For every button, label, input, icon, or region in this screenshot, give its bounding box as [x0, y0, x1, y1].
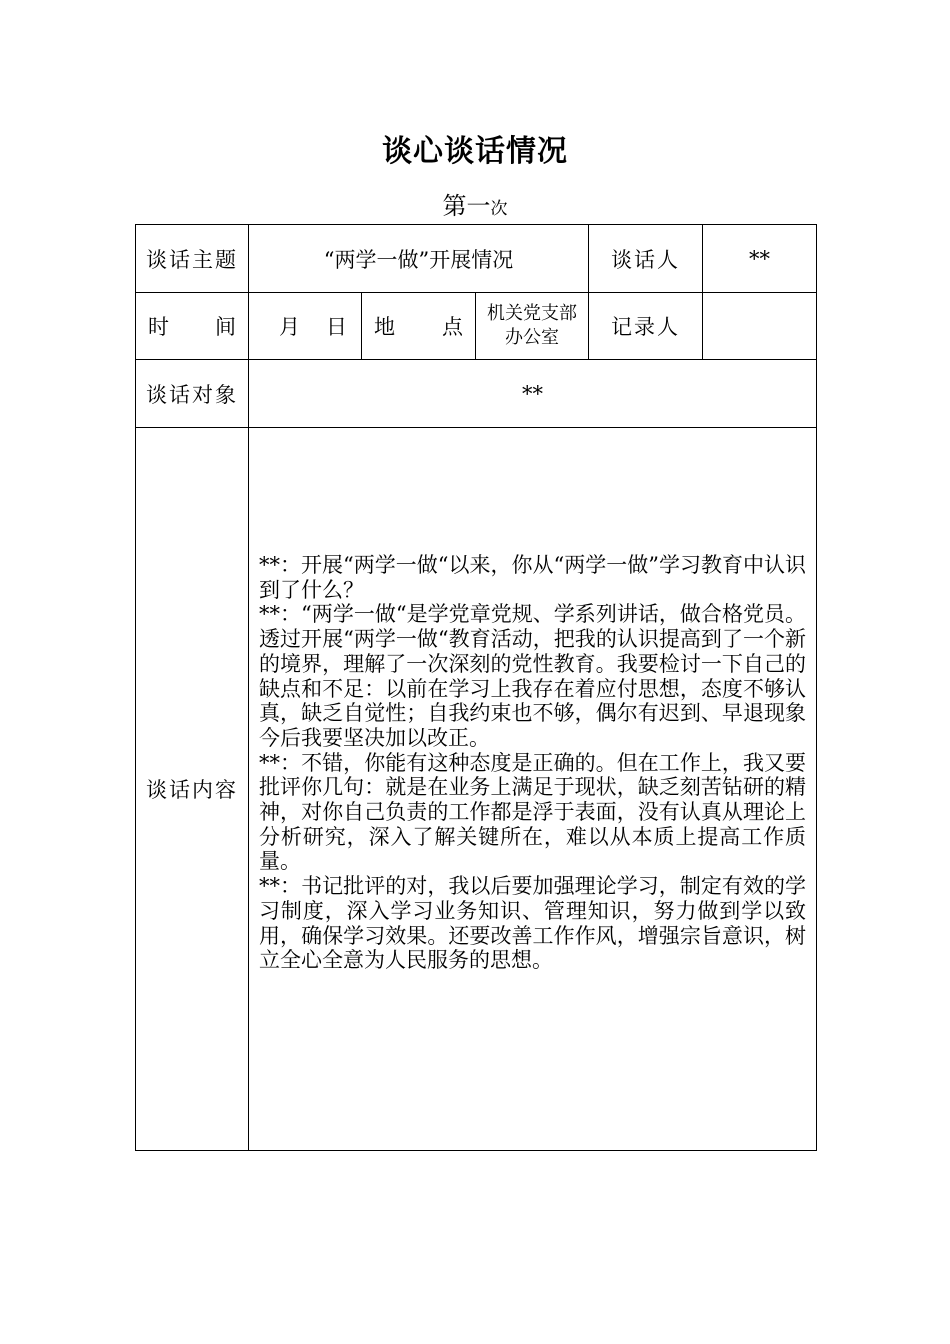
recorder-label: 记录人 [589, 293, 703, 360]
content-paragraph: **：不错，你能有这种态度是正确的。但在工作上，我又要批评你几句：就是在业务上满足于现状，缺乏刻苦钻研的精神，对你自己负责的工作都是浮于表面，没有认真从理论上分析研究，深入了解关键所在，难以从本质上提高工作质量。 [259, 750, 807, 874]
place-label-char-1: 地 [374, 315, 395, 339]
topic-label: 谈话主题 [136, 225, 249, 293]
recorder-value [703, 293, 817, 360]
target-row [136, 360, 817, 428]
target-label: 谈话对象 [136, 360, 249, 428]
place-label-char-2: 点 [442, 315, 463, 339]
time-place-row [136, 293, 817, 360]
content-paragraph: **：书记批评的对，我以后要加强理论学习，制定有效的学习制度，深入学习业务知识、管理知识，努力做到学以致用，确保学习效果。还要改善工作作风，增强宗旨意识，树立全心全意为人民服务的思想。 [259, 874, 807, 973]
place-value-line-2: 办公室 [505, 327, 560, 348]
month-label: 月 [279, 315, 300, 339]
time-label-char-2: 间 [215, 315, 236, 339]
talk-record-table [135, 224, 817, 1151]
place-value-line-1: 机关党支部 [487, 303, 578, 324]
topic-row [136, 225, 817, 293]
time-label-char-1: 时 [148, 315, 169, 339]
day-label: 日 [326, 315, 347, 339]
place-label [362, 293, 476, 360]
content-cell [249, 428, 817, 1151]
place-value [476, 293, 589, 360]
conversation-content [259, 553, 806, 973]
time-label [136, 293, 249, 360]
page-title: 谈心谈话情况 [382, 134, 568, 169]
content-row [136, 428, 817, 1151]
topic-value: “两学一做”开展情况 [249, 225, 589, 293]
target-value: ** [249, 360, 817, 428]
session-ordinal: 第一 [442, 192, 491, 220]
content-label: 谈话内容 [136, 428, 249, 1151]
session-unit: 次 [490, 199, 508, 219]
content-paragraph: **：“两学一做“是学党章党规、学系列讲话，做合格党员。透过开展“两学一做“教育活动，把我的认识提高到了一个新的境界，理解了一次深刻的党性教育。我要检讨一下自己的缺点和不足：以前在学习上我存在着应付思想，态度不够认真，缺乏自觉性；自我约束也不够，偶尔有迟到、早退现象今后我要坚决加以改正。 [259, 602, 807, 750]
session-number [0, 186, 950, 221]
speaker-value: ** [703, 225, 817, 293]
date-value [249, 293, 362, 360]
content-paragraph: **：开展“两学一做“以来，你从“两学一做”学习教育中认识到了什么？ [259, 553, 807, 602]
speaker-label: 谈话人 [589, 225, 703, 293]
